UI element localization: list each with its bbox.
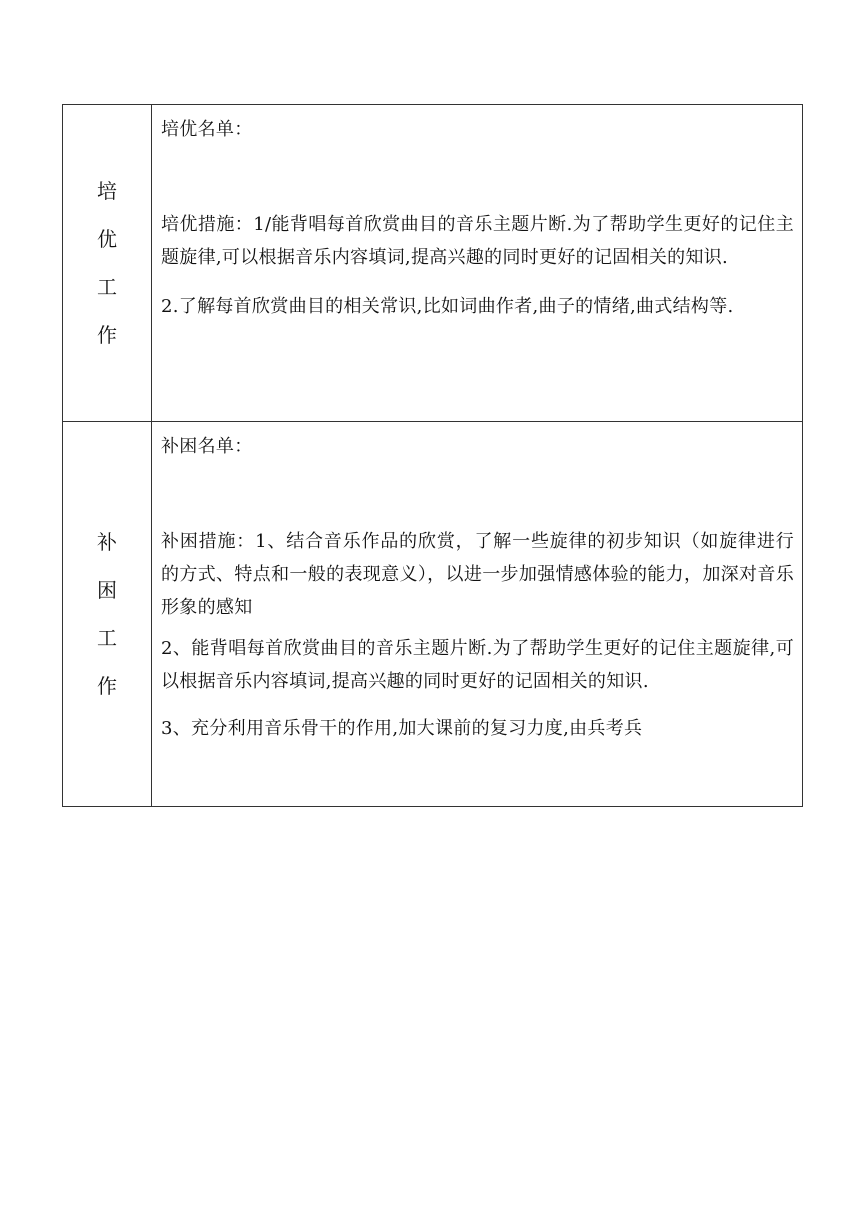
row-content-cell xyxy=(152,105,803,422)
table-row-struggling-students xyxy=(63,422,803,807)
table-row-top-students xyxy=(63,105,803,422)
label-char: 补 xyxy=(97,530,117,554)
row-label-cell xyxy=(63,105,152,422)
row-label-top-students xyxy=(97,167,117,359)
top-students-measure-1: 培优措施：1/能背唱每首欣赏曲目的音乐主题片断.为了帮助学生更好的记住主题旋律,可以根据音乐内容填词,提高兴趣的同时更好的记固相关的知识. xyxy=(161,214,794,268)
label-char: 工 xyxy=(97,275,117,299)
label-char: 工 xyxy=(97,626,117,650)
struggling-students-measure-1: 补困措施：1、结合音乐作品的欣赏，了解一些旋律的初步知识（如旋律进行的方式、特点和一般的表现意义），以进一步加强情感体验的能力，加深对音乐形象的感知 xyxy=(161,531,794,618)
top-students-measure-2: 2.了解每首欣赏曲目的相关常识,比如词曲作者,曲子的情绪,曲式结构等. xyxy=(161,296,734,317)
struggling-students-name-list: 补困名单： xyxy=(161,436,253,457)
label-char: 优 xyxy=(97,227,117,251)
row-label-cell xyxy=(63,422,152,807)
label-char: 困 xyxy=(97,578,117,602)
struggling-students-measure-2: 2、能背唱每首欣赏曲目的音乐主题片断.为了帮助学生更好的记住主题旋律,可以根据音乐内容填词,提高兴趣的同时更好的记固相关的知识. xyxy=(161,638,794,692)
work-plan-table xyxy=(62,104,803,807)
top-students-name-list: 培优名单： xyxy=(161,119,253,140)
label-char: 作 xyxy=(97,674,117,698)
label-char: 培 xyxy=(97,179,117,203)
row-content-cell xyxy=(152,422,803,807)
struggling-students-measure-3: 3、充分利用音乐骨干的作用,加大课前的复习力度,由兵考兵 xyxy=(161,718,643,739)
row-label-struggling-students xyxy=(97,518,117,710)
label-char: 作 xyxy=(97,323,117,347)
